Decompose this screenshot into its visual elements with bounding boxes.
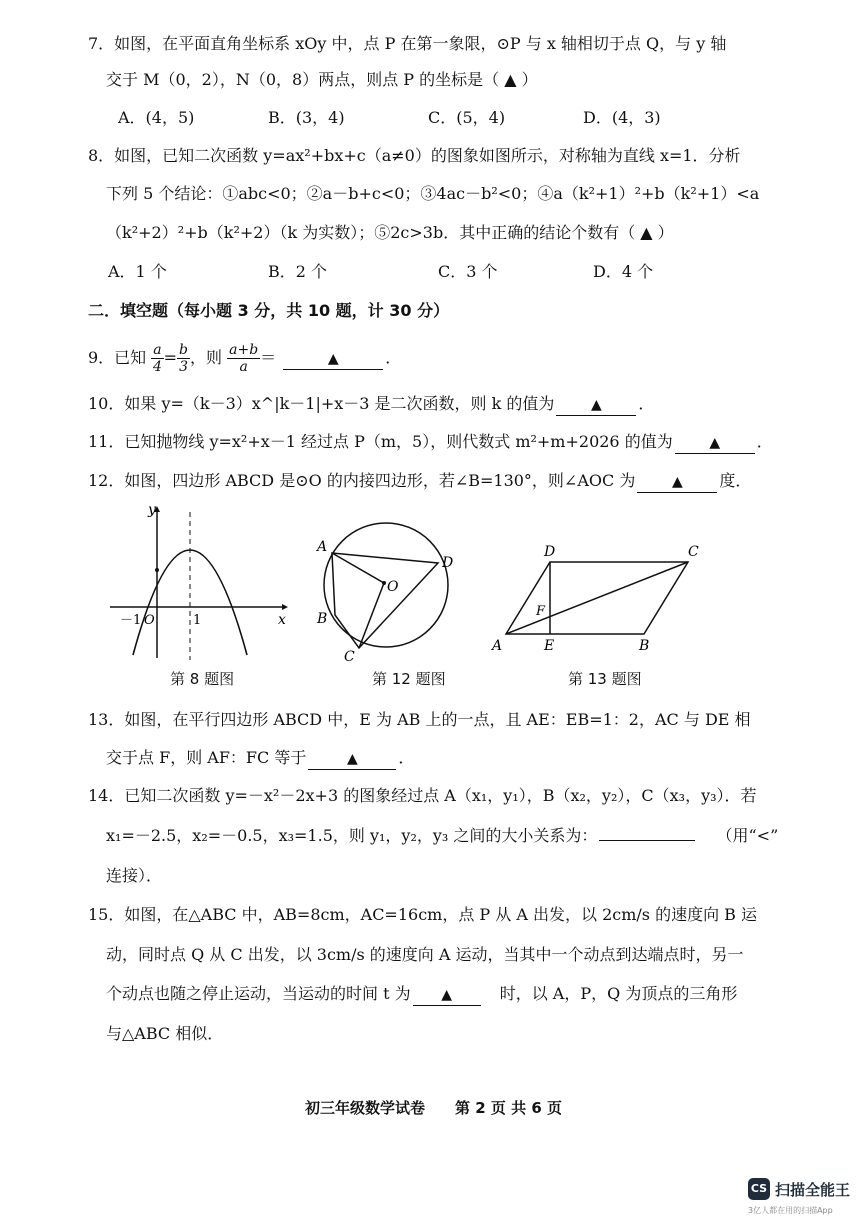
q11-text: 11．已知抛物线 y=x²+x－1 经过点 P（m，5），则代数式 m²+m+2026 的值为 [88,432,673,451]
watermark-name: 扫描全能王 [775,1181,851,1199]
q14-line2-end: （用“<” [716,826,779,845]
figure-13-parallelogram [488,540,713,660]
q13-line1: 13．如图，在平行四边形 ABCD 中，E 为 AB 上的一点，且 AE：EB=1：2，AC 与 DE 相 [88,710,751,729]
fig8-caption: 第 8 题图 [170,670,235,688]
q12-line [88,469,751,493]
camscanner-logo-icon: CS [748,1178,770,1200]
q10-line [88,392,654,416]
q9-line: 9．已知 $\frac{a}{4}$ = $\frac{b}{3}$ ，则 $\frac{a+b}{a}$ ＝ ▲ ． [88,342,402,375]
q7-option-d: D．(4，3) [583,108,661,127]
q9-mid: ，则 [190,348,223,367]
fig12-center-point [382,581,386,585]
fig12-caption: 第 12 题图 [372,670,446,688]
q12-text: 12．如图，四边形 ABCD 是⊙O 的内接四边形，若∠B=130°，则∠AOC 为 [88,471,636,490]
q15-answer-blank: ▲ [413,984,481,1006]
q15-line3-pre: 个动点也随之停止运动，当运动的时间 t 为 [106,984,411,1003]
fig12-label-o: O [387,579,399,595]
fig8-y-intercept-point [155,568,159,572]
q14-answer-blank [599,840,695,841]
q13-answer-blank: ▲ [308,748,396,770]
q10-text: 10．如果 y=（k－3）x^|k－1|+x－3 是二次函数，则 k 的值为 [88,394,555,413]
q15-line4: 与△ABC 相似． [106,1024,224,1043]
q14-line1: 14．已知二次函数 y=－x²－2x+3 的图象经过点 A（x₁，y₁），B（x₂，y₂），C（x₃，y₃）．若 [88,786,757,805]
q9-fraction-ab-a: $\frac{a+b}{a}$ [229,342,259,375]
q8-line3: （k²+2）²+b（k²+2）（k 为实数）；⑤2c>3b．其中正确的结论个数有（ ▲ ） [106,223,674,242]
q8-line1: 8．如图，已知二次函数 y=ax²+bx+c（a≠0）的图象如图所示，对称轴为直线 x=1．分析 [88,146,741,165]
fig13-label-c: C [688,544,699,560]
q12-end: 度． [719,471,752,490]
q11-end: ． [756,432,773,451]
fig12-label-a: A [317,539,328,555]
q9-fraction-a4: $\frac{a}{4}$ [153,342,162,375]
q14-line3: 连接）． [106,866,163,885]
q14-line2-text: x₁=－2.5，x₂=－0.5，x₃=1.5，则 y₁，y₂，y₃ 之间的大小关系为： [106,826,598,845]
figure-8-parabola [100,500,290,665]
q9-answer-blank: ▲ [283,348,383,370]
fig13-label-e: E [544,638,555,654]
fig13-label-f: F [536,604,546,619]
fig12-quadrilateral [332,553,438,648]
watermark-tagline: 3亿人都在用的扫描App [748,1206,833,1215]
q8-option-b: B．2 个 [268,262,328,281]
q8-option-d: D．4 个 [593,262,654,281]
q7-option-a: A．(4，5) [118,108,195,127]
q13-line2-text: 交于点 F，则 AF：FC 等于 [106,748,307,767]
fig13-caption: 第 13 题图 [568,670,642,688]
fig12-label-d: D [442,555,454,571]
q11-line [88,430,773,454]
fig12-label-b: B [317,611,328,627]
q7-line2: 交于 M（0，2），N（0，8）两点，则点 P 的坐标是（ ▲ ） [106,70,538,89]
section-title: 二．填空题（每小题 3 分，共 10 题，计 30 分） [88,301,450,320]
q7-option-c: C．(5，4) [428,108,506,127]
q8-line2: 下列 5 个结论：①abc<0；②a－b+c<0；③4ac－b²<0；④a（k²+1）²+b（k²+1）<a [106,184,760,203]
fig8-label-x: x [278,612,286,628]
figure-12-circle [310,515,470,665]
q9-fraction-b3: $\frac{b}{3}$ [179,342,189,375]
q10-end: ． [638,394,655,413]
q13-line2 [106,746,414,770]
q13-end: ． [398,748,415,767]
fig8-label-origin: O [144,613,155,628]
q15-line2: 动，同时点 Q 从 C 出发，以 3cm/s 的速度向 A 运动，当其中一个动点到达端点时，另一 [106,945,744,964]
q11-answer-blank: ▲ [675,432,755,454]
fig12-segment-oc [359,583,384,648]
fig13-label-a: A [492,638,503,654]
fig13-diagonal-ac [506,562,688,634]
q7-line1: 7．如图，在平面直角坐标系 xOy 中，点 P 在第一象限，⊙P 与 x 轴相切于点 Q，与 y 轴 [88,34,727,53]
q14-line2 [106,824,778,848]
fig12-circle [324,523,448,647]
q15-line3-post: 时，以 A，P，Q 为顶点的三角形 [499,984,738,1003]
q7-option-b: B．(3，4) [268,108,345,127]
fig8-x-arrow [282,604,288,610]
page-footer: 初三年级数学试卷 第 2 页 共 6 页 [305,1099,562,1117]
fig8-label-neg1: －1 [120,613,142,628]
scanner-watermark [748,1178,858,1222]
q9-post: ＝ [260,348,277,367]
q15-line3 [106,982,737,1006]
q9-end: ． [385,348,402,367]
q12-answer-blank: ▲ [637,471,717,493]
fig8-label-one: 1 [193,613,202,628]
fig13-label-d: D [544,544,556,560]
q8-option-c: C．3 个 [438,262,498,281]
q15-line1: 15．如图，在△ABC 中，AB=8cm，AC=16cm，点 P 从 A 出发，以 2cm/s 的速度向 B 运 [88,905,758,924]
q8-option-a: A．1 个 [108,262,167,281]
fig12-label-c: C [344,649,355,665]
q9-pre: 9．已知 [88,348,147,367]
fig13-label-b: B [639,638,650,654]
q10-answer-blank: ▲ [556,394,636,416]
fig8-label-y: y [148,502,156,518]
